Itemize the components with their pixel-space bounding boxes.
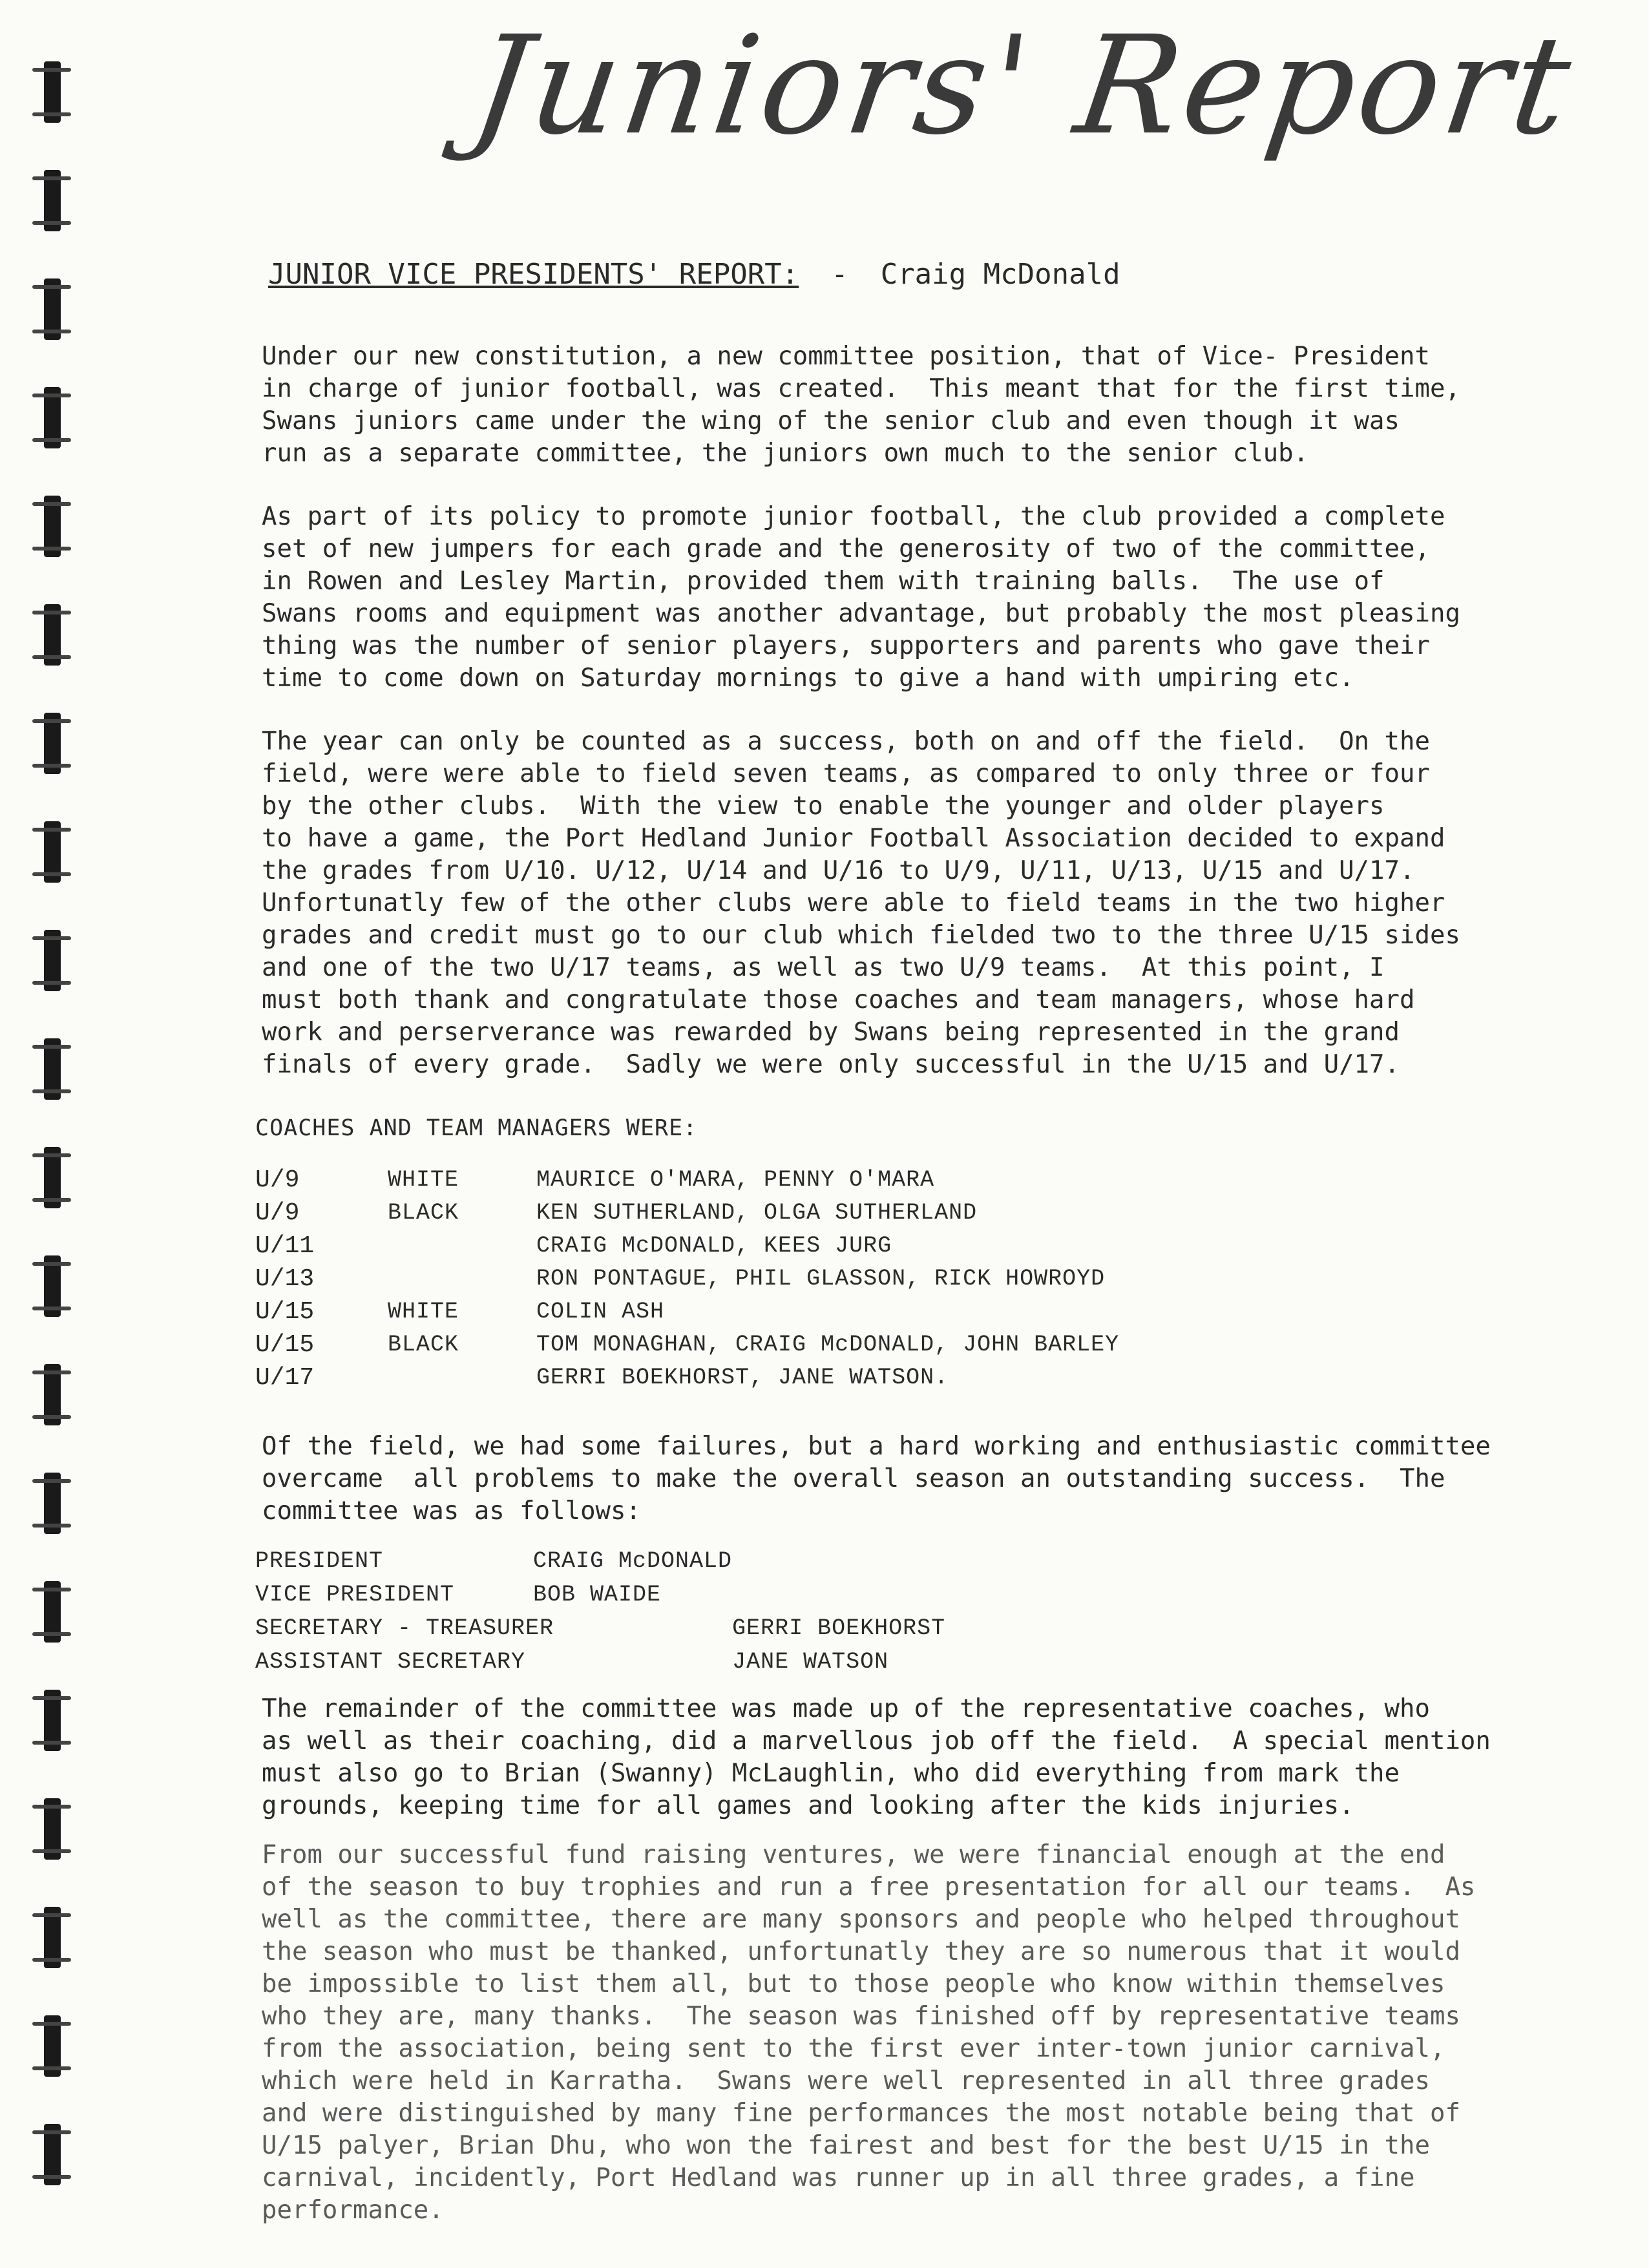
coach-names: GERRI BOEKHORST, JANE WATSON. [536,1365,949,1391]
committee-role: VICE PRESIDENT [255,1582,455,1608]
binding-hole [44,387,61,448]
binding-hole [44,1473,61,1534]
spiral-binding [39,0,65,2268]
binding-hole [44,2015,61,2077]
binding-hole [44,1690,61,1751]
coach-grade: U/9 [255,1166,300,1194]
committee-name: BOB WAIDE [533,1582,662,1608]
binding-hole [44,61,61,123]
coach-row [255,1263,1119,1296]
binding-hole [44,1581,61,1643]
committee-table [255,1544,945,1679]
coach-team: WHITE [388,1167,459,1193]
committee-name: GERRI BOEKHORST [732,1615,946,1641]
coaches-table [255,1164,1119,1394]
committee-row [255,1544,945,1578]
committee-row [255,1612,945,1645]
report-body [255,255,1612,2258]
coach-names: CRAIG McDONALD, KEES JURG [536,1233,892,1259]
paragraph-policy: As part of its policy to promote junior football, the club provided a complete set of new jumpers for each grade and the generosity of two of the committee, in Rowen and Lesley Martin, provided them with training balls. The use of Swans rooms and equipment was another advantage, but probably the most pleasing thing was the number of senior players, supporters and parents who gave their time to come down on Saturday mornings to give a hand with umpiring etc. [262,502,1460,693]
committee-name: JANE WATSON [732,1649,889,1675]
report-author: Craig McDonald [880,258,1120,291]
paragraph-season: The year can only be counted as a success, both on and off the field. On the field, were were able to field seven teams, as compared to only three or four by the other clubs. With the view to enable the younger and older players to have a game, the Port Hedland Junior Football Association decided to expand the grades from U/10. U/12, U/14 and U/16 to U/9, U/11, U/13, U/15 and U/17. Unfortunatly few of the other clubs were able to field teams in the two higher grades and credit must go to our club which fielded two to the three U/15 sides and one of the two U/17 teams, as well as two U/9 teams. At this point, I must both thank and congratulate those coaches and team managers, whose hard work and perserverance was rewarded by Swans being represented in the grand finals of every grade. Sadly we were only successful in the U/15 and U/17. [262,727,1460,1079]
title-separator: - [831,258,848,291]
committee-role: ASSISTANT SECRETARY [255,1649,526,1675]
coach-names: TOM MONAGHAN, CRAIG McDONALD, JOHN BARLEY [536,1332,1120,1358]
coach-row [255,1296,1119,1328]
coach-row [255,1164,1119,1197]
report-title: JUNIOR VICE PRESIDENTS' REPORT: [268,258,799,291]
binding-hole [44,1255,61,1317]
paragraph-constitution: Under our new constitution, a new committee position, that of Vice- President in charge of junior football, was created. This meant that for the first time, Swans juniors came under the wing of the senior club and even though it was run as a separate committee, the juniors own much to the senior club. [262,342,1460,468]
paragraph-fundraising: From our successful fund raising ventures, we were financial enough at the end of the season to buy trophies and run a free presentation for all our teams. As well as the committee, there are many sponsors and people who helped throughout the season who must be thanked, unfortunatly they are so numerous that it would be impossible to list them all, but to those people who know within themselves who they are, many thanks. The season was finished off by representative teams from the association, being sent to the first ever inter-town junior carnival, which were held in Karratha. Swans were well represented in all three grades and were distinguished by many fine performances the most notable being that of U/15 palyer, Brian Dhu, who won the fairest and best for the best U/15 in the carnival, incidently, Port Hedland was runner up in all three grades, a fine performance. [262,1840,1476,2225]
coach-names: RON PONTAGUE, PHIL GLASSON, RICK HOWROYD [536,1266,1106,1292]
coach-names: COLIN ASH [536,1299,665,1325]
committee-role: SECRETARY - TREASURER [255,1615,554,1641]
binding-hole [44,1364,61,1425]
coach-team [388,1263,536,1296]
coach-team [388,1361,536,1394]
binding-hole [44,604,61,666]
coach-names: KEN SUTHERLAND, OLGA SUTHERLAND [536,1200,978,1226]
page-heading: Juniors' Report [463,6,1584,165]
coach-grade: U/17 [255,1364,315,1392]
binding-hole [44,1038,61,1100]
coach-grade: U/13 [255,1265,315,1293]
binding-hole [44,496,61,557]
binding-hole [44,713,61,774]
coach-team: WHITE [388,1299,459,1325]
coach-row [255,1328,1119,1361]
binding-hole [44,930,61,991]
paragraph-committee-intro: Of the field, we had some failures, but a hard working and enthusiastic committee overcame all problems to make the overall season an outstanding success. The committee was as follows: [262,1432,1491,1526]
committee-row [255,1645,945,1679]
committee-row [255,1578,945,1612]
binding-hole [44,2124,61,2185]
coach-team: BLACK [388,1332,459,1358]
coach-row [255,1361,1119,1394]
coach-names: MAURICE O'MARA, PENNY O'MARA [536,1167,935,1193]
coach-team: BLACK [388,1200,459,1226]
coach-team [388,1230,536,1263]
committee-role: PRESIDENT [255,1548,384,1574]
binding-hole [44,278,61,340]
paragraph-remainder: The remainder of the committee was made up of the representative coaches, who as well as their coaching, did a marvellous job off the field. A special mention must also go to Brian (Swanny) McLaughlin, who did everything from mark the grounds, keeping time for all games and looking after the kids injuries. [262,1694,1491,1820]
coach-grade: U/15 [255,1298,315,1326]
coach-row [255,1230,1119,1263]
binding-hole [44,821,61,883]
binding-hole [44,170,61,231]
coach-grade: U/11 [255,1232,315,1260]
coach-grade: U/15 [255,1331,315,1359]
coach-grade: U/9 [255,1199,300,1227]
committee-name: CRAIG McDONALD [533,1548,733,1574]
report-title-line [268,255,1612,294]
coaches-label: COACHES AND TEAM MANAGERS WERE: [255,1115,698,1141]
binding-hole [44,1907,61,1968]
binding-hole [44,1147,61,1208]
binding-hole [44,1798,61,1860]
coach-row [255,1197,1119,1230]
